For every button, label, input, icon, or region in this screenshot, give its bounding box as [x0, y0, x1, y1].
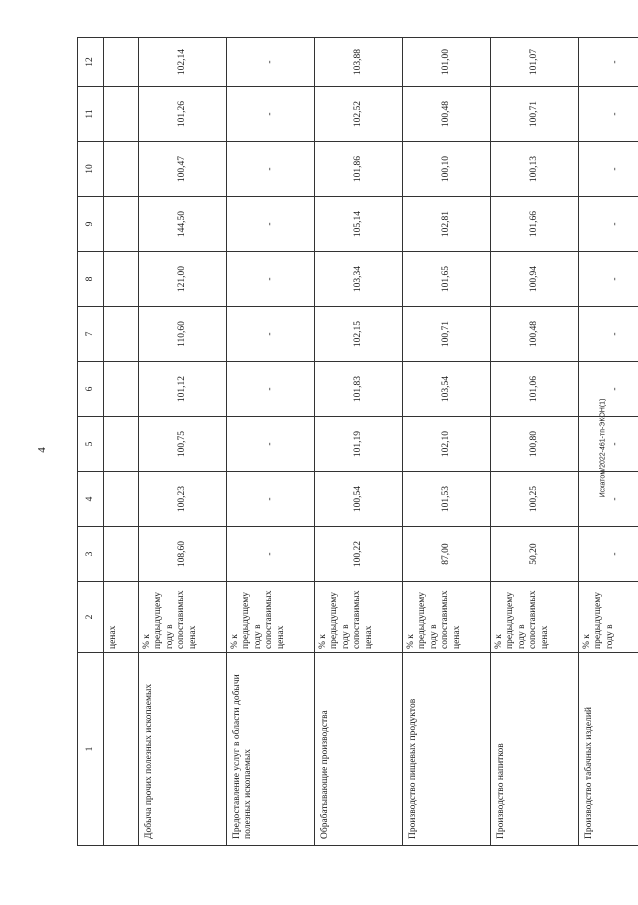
page-number: 4: [36, 447, 48, 453]
empty-cell: [104, 472, 139, 527]
value-cell: -: [227, 307, 315, 362]
table-row: [227, 38, 315, 846]
unit-cell: % к предыдущему году в: [579, 582, 638, 653]
value-cell: 144,50: [139, 197, 227, 252]
value-cell: -: [227, 197, 315, 252]
unit-cell: % к предыдущему году в сопоставимых ценах: [227, 582, 315, 653]
value-cell: -: [579, 362, 638, 417]
table-row: [315, 38, 403, 846]
value-cell: 101,65: [403, 252, 491, 307]
value-cell: -: [579, 417, 638, 472]
empty-cell: [104, 417, 139, 472]
continuation-row: [104, 38, 139, 846]
column-number: 2: [78, 582, 104, 653]
value-cell: 100,25: [491, 472, 579, 527]
value-cell: 101,06: [491, 362, 579, 417]
empty-cell: [104, 527, 139, 582]
value-cell: -: [579, 472, 638, 527]
unit-cell: % к предыдущему году в сопоставимых ценах: [315, 582, 403, 653]
value-cell: 100,48: [403, 87, 491, 142]
column-number: 8: [78, 252, 104, 307]
value-cell: 121,00: [139, 252, 227, 307]
empty-cell: [104, 653, 139, 846]
value-cell: 102,52: [315, 87, 403, 142]
column-number: 4: [78, 472, 104, 527]
value-cell: 100,54: [315, 472, 403, 527]
value-cell: 103,54: [403, 362, 491, 417]
value-cell: 100,75: [139, 417, 227, 472]
value-cell: 100,94: [491, 252, 579, 307]
indicator-cell: Производство пищевых продуктов: [403, 653, 491, 846]
continuation-unit: ценах: [104, 582, 139, 653]
value-cell: -: [227, 527, 315, 582]
indicator-cell: Производство напитков: [491, 653, 579, 846]
value-cell: 101,83: [315, 362, 403, 417]
indicator-cell: Предоставление услуг в области добычи полезных ископаемых: [227, 653, 315, 846]
document-code-text: Исхатом/2022-461-тп-ЭКОН(1): [599, 398, 607, 498]
table-row: [139, 38, 227, 846]
empty-cell: [104, 362, 139, 417]
value-cell: 102,10: [403, 417, 491, 472]
value-cell: -: [579, 87, 638, 142]
data-table: [77, 37, 638, 846]
table-row: [403, 38, 491, 846]
value-cell: 110,60: [139, 307, 227, 362]
value-cell: 101,66: [491, 197, 579, 252]
value-cell: -: [227, 362, 315, 417]
table-row: [491, 38, 579, 846]
empty-cell: [104, 307, 139, 362]
value-cell: -: [579, 527, 638, 582]
empty-cell: [104, 197, 139, 252]
indicator-cell: Производство табачных изделий: [579, 653, 638, 846]
column-number-row: [78, 38, 104, 846]
value-cell: 100,22: [315, 527, 403, 582]
value-cell: 102,15: [315, 307, 403, 362]
indicator-cell: Обрабатывающие производства: [315, 653, 403, 846]
value-cell: 103,88: [315, 38, 403, 87]
value-cell: 108,60: [139, 527, 227, 582]
value-cell: 100,71: [403, 307, 491, 362]
value-cell: 103,34: [315, 252, 403, 307]
unit-cell: % к предыдущему году в сопоставимых ценах: [403, 582, 491, 653]
value-cell: 101,00: [403, 38, 491, 87]
value-cell: 100,48: [491, 307, 579, 362]
column-number: 7: [78, 307, 104, 362]
column-number: 5: [78, 417, 104, 472]
column-number: 9: [78, 197, 104, 252]
value-cell: 101,07: [491, 38, 579, 87]
value-cell: -: [227, 252, 315, 307]
value-cell: -: [579, 197, 638, 252]
value-cell: -: [227, 417, 315, 472]
value-cell: 101,12: [139, 362, 227, 417]
column-number: 12: [78, 38, 104, 87]
value-cell: 105,14: [315, 197, 403, 252]
value-cell: 100,80: [491, 417, 579, 472]
column-number: 3: [78, 527, 104, 582]
value-cell: 100,47: [139, 142, 227, 197]
empty-cell: [104, 252, 139, 307]
unit-cell: % к предыдущему году в сопоставимых ценах: [491, 582, 579, 653]
value-cell: 100,13: [491, 142, 579, 197]
column-number: 11: [78, 87, 104, 142]
value-cell: 100,23: [139, 472, 227, 527]
value-cell: -: [579, 252, 638, 307]
table-row: [579, 38, 638, 846]
indicator-cell: Добыча прочих полезных ископаемых: [139, 653, 227, 846]
value-cell: 100,71: [491, 87, 579, 142]
value-cell: -: [579, 38, 638, 87]
value-cell: 50,20: [491, 527, 579, 582]
empty-cell: [104, 38, 139, 87]
value-cell: -: [227, 38, 315, 87]
column-number: 10: [78, 142, 104, 197]
value-cell: 102,81: [403, 197, 491, 252]
empty-cell: [104, 142, 139, 197]
value-cell: -: [579, 142, 638, 197]
value-cell: 101,19: [315, 417, 403, 472]
value-cell: 87,00: [403, 527, 491, 582]
empty-cell: [104, 87, 139, 142]
value-cell: 101,86: [315, 142, 403, 197]
value-cell: 102,14: [139, 38, 227, 87]
column-number: 6: [78, 362, 104, 417]
value-cell: -: [227, 472, 315, 527]
value-cell: 100,10: [403, 142, 491, 197]
value-cell: -: [579, 307, 638, 362]
value-cell: 101,26: [139, 87, 227, 142]
column-number: 1: [78, 653, 104, 846]
value-cell: 101,53: [403, 472, 491, 527]
value-cell: -: [227, 142, 315, 197]
unit-cell: % к предыдущему году в сопоставимых ценах: [139, 582, 227, 653]
value-cell: -: [227, 87, 315, 142]
